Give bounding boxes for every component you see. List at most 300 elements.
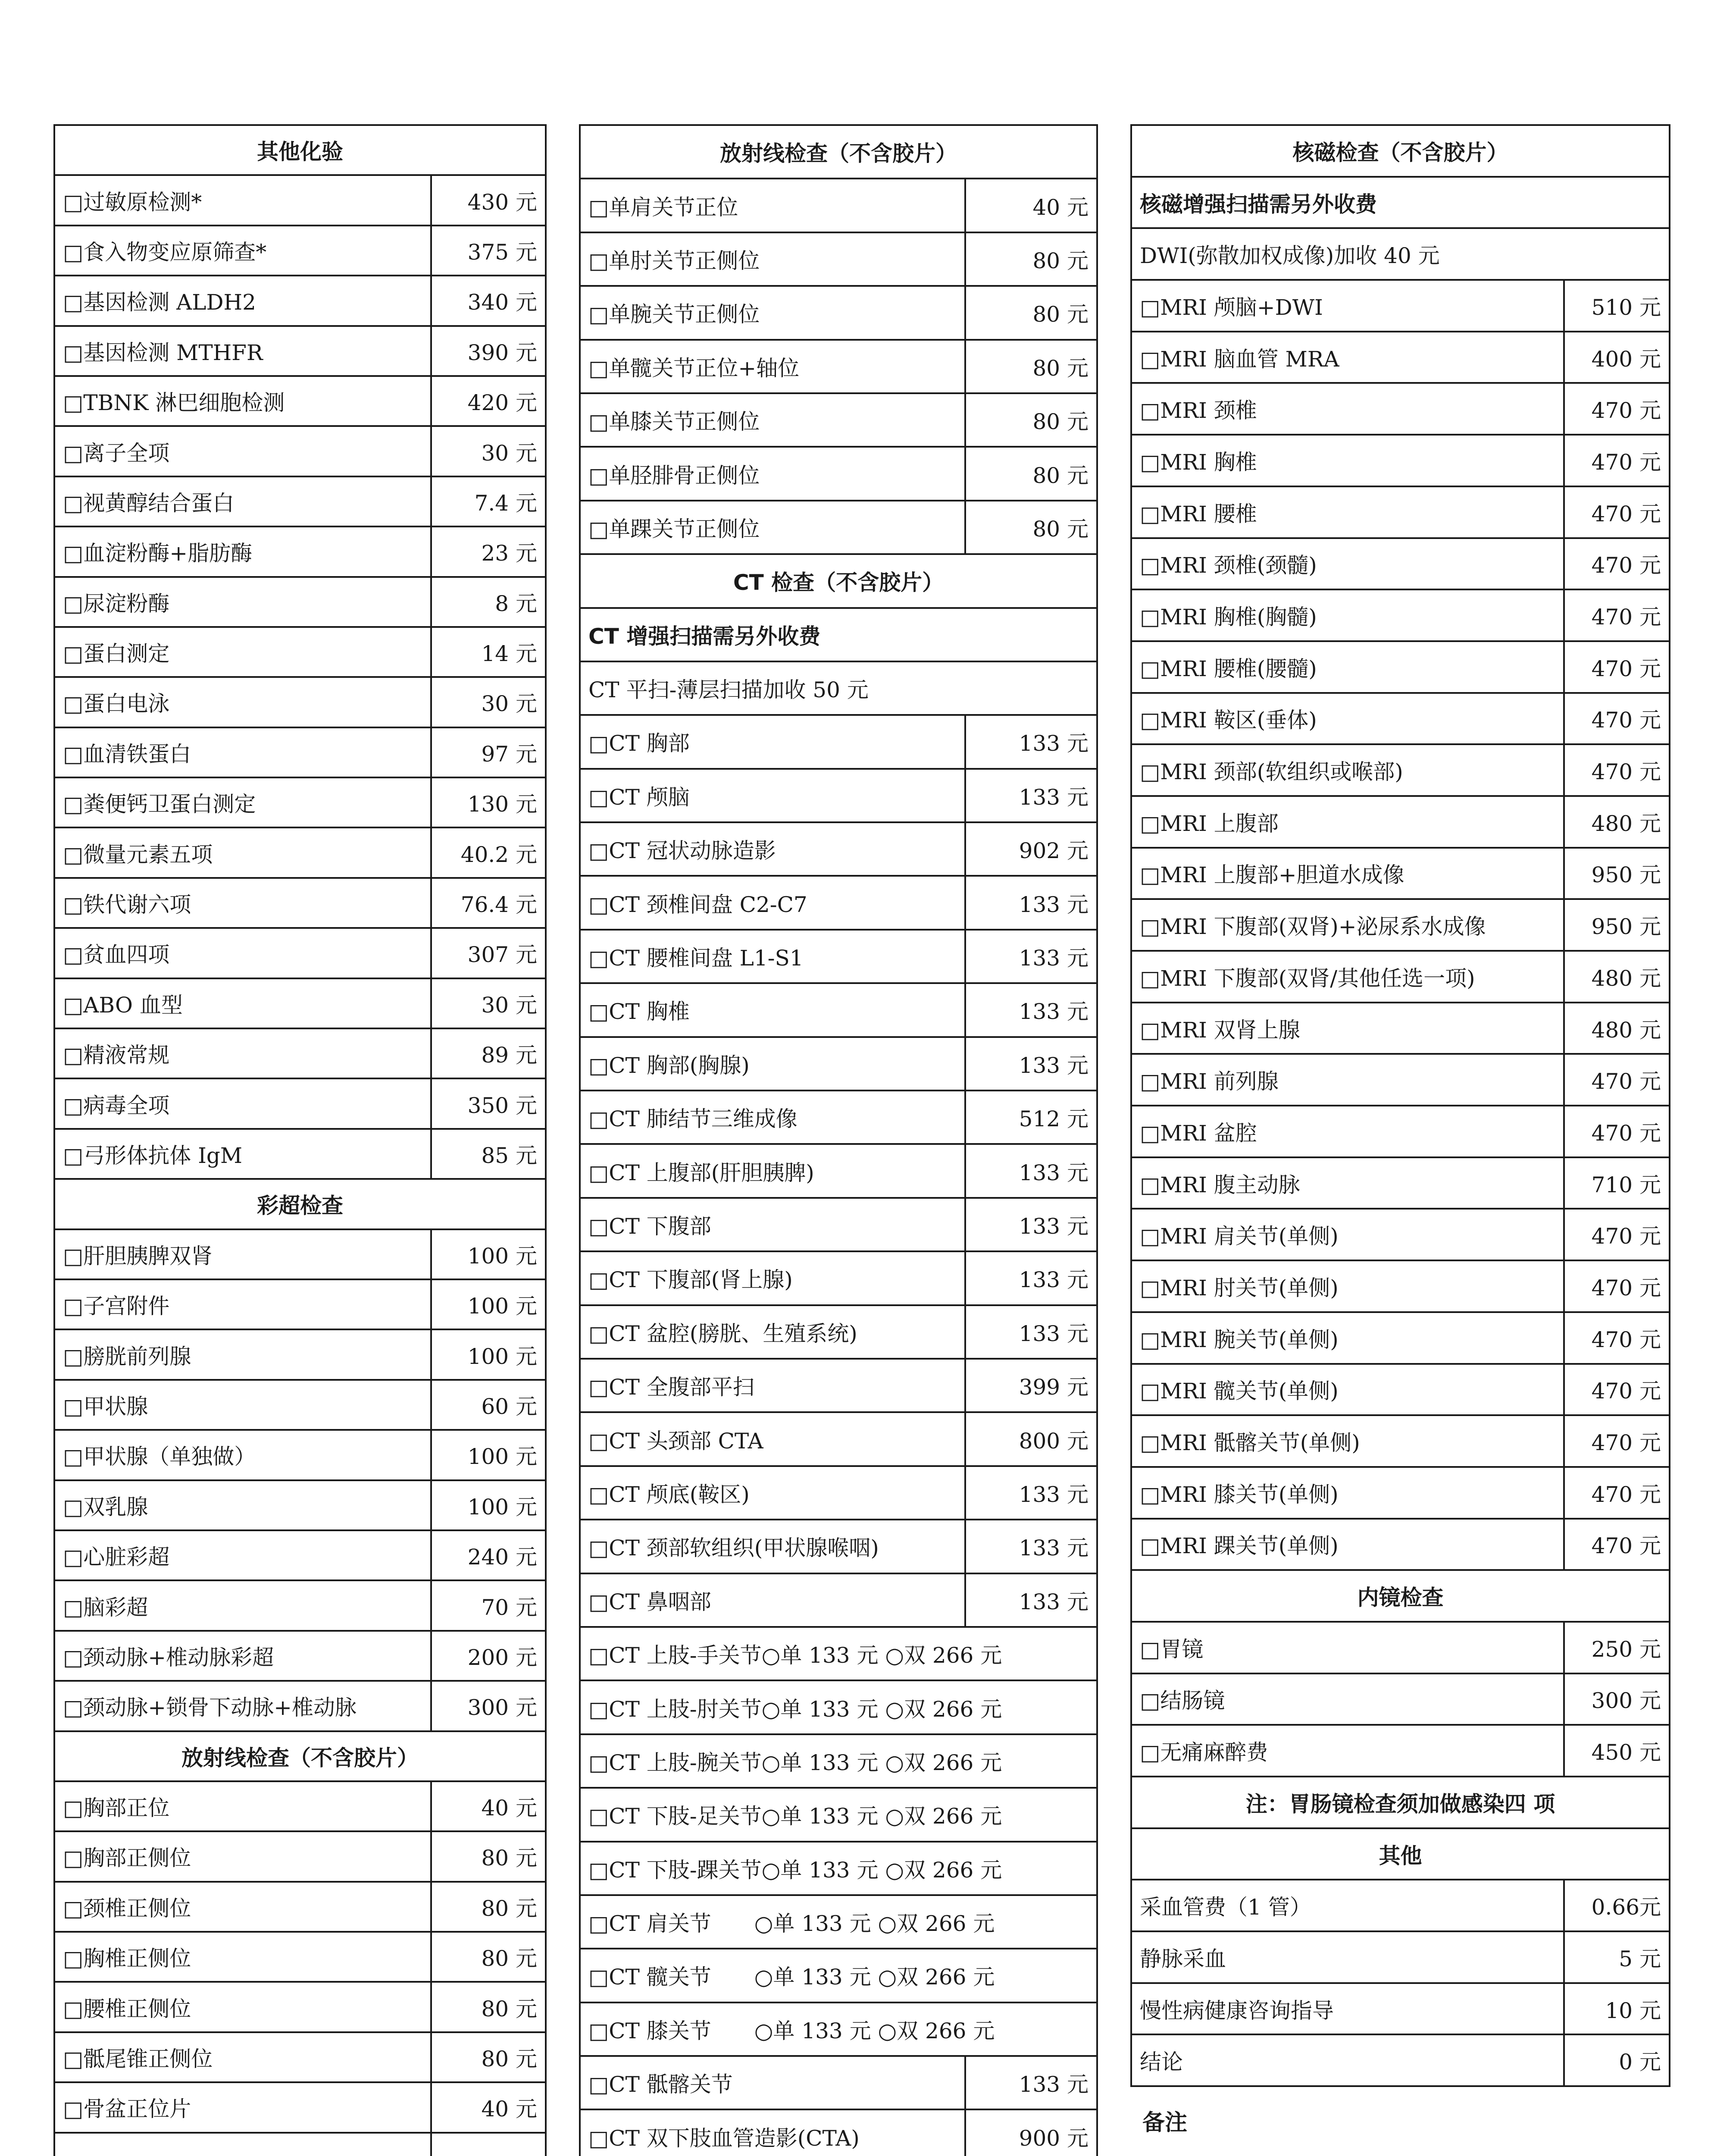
item-label: □MRI 腹主动脉 [1131,1157,1564,1209]
price-row [580,393,1097,447]
remarks-section [1142,2098,1677,2156]
item-price: 80 元 [431,1831,546,1881]
item-price: 450 元 [1564,1725,1670,1777]
item-price: 80 元 [965,340,1097,393]
section-note-row [1131,228,1670,280]
item-label: □CT 颅脑 [580,769,965,822]
item-price: 80 元 [965,447,1097,500]
price-row [54,1329,546,1379]
option-label: □CT 上肢-手关节○单 133 元 ○双 266 元 [580,1627,1097,1680]
price-row [54,1078,546,1128]
price-row [54,526,546,577]
price-row [54,476,546,526]
price-row [1131,951,1670,1003]
item-label: □CT 肺结节三维成像 [580,1091,965,1144]
price-row [1131,1622,1670,1673]
section-note: 核磁增强扫描需另外收费 [1131,177,1670,229]
price-row [1131,1157,1670,1209]
item-label: □弓形体抗体 IgM [54,1129,431,1179]
section-header-row [1131,125,1670,177]
price-row [54,326,546,376]
item-price: 80 元 [431,1932,546,1982]
item-price: 133 元 [965,715,1097,768]
item-price: 97 元 [431,727,546,777]
item-price: 10 元 [1564,1983,1670,2035]
price-row [580,1144,1097,1197]
price-row [580,340,1097,393]
price-row [1131,1364,1670,1416]
item-price: 950 元 [1564,848,1670,899]
price-row [54,1882,546,1932]
price-row [1131,486,1670,538]
section-note-row [580,608,1097,661]
item-price: 8 元 [431,577,546,627]
item-price: 400 元 [1564,332,1670,383]
price-row [54,175,546,225]
option-label: □CT 上肢-腕关节○单 133 元 ○双 266 元 [580,1734,1097,1788]
item-price: 0 元 [1564,2034,1670,2086]
item-label: □MRI 胸椎(胸髓) [1131,589,1564,641]
item-label: □CT 骶髂关节 [580,2056,965,2109]
section-title: 注：胃肠镜检查须加做感染四 项 [1131,1777,1670,1828]
price-row [54,1279,546,1329]
remarks-line-1 [1142,2148,1677,2156]
price-row [1131,589,1670,641]
item-price: 80 元 [431,1982,546,2032]
item-label: □MRI 踝关节(单侧) [1131,1519,1564,1570]
item-price: 30 元 [431,978,546,1028]
item-label: □心脏彩超 [54,1530,431,1580]
item-label: □铁代谢六项 [54,878,431,928]
item-label: □基因检测 ALDH2 [54,276,431,326]
option-row [580,1949,1097,2002]
item-label: □CT 颅底(鞍区) [580,1466,965,1520]
item-label: □MRI 脑血管 MRA [1131,332,1564,383]
item-label: □MRI 上腹部+胆道水成像 [1131,848,1564,899]
option-row [580,1895,1097,1949]
item-label: □CT 盆腔(膀胱、生殖系统) [580,1305,965,1359]
item-price: 800 元 [965,1412,1097,1466]
item-label: □CT 全腹部平扫 [580,1359,965,1412]
item-label: □离子全项 [54,426,431,476]
item-price: 390 元 [431,326,546,376]
item-price: 470 元 [1564,538,1670,590]
item-price: 133 元 [965,2056,1097,2109]
item-label: □CT 颈部软组织(甲状腺喉咽) [580,1520,965,1573]
item-price: 133 元 [965,1466,1097,1520]
remarks-title: 备注 [1142,2110,1188,2136]
section-title: 放射线检查（不含胶片） [54,1731,546,1781]
other-lab-tests-table [53,124,547,2156]
item-price: 23 元 [431,526,546,577]
section-header-row [580,125,1097,179]
section-header-row [54,1179,546,1229]
item-price: 470 元 [1564,641,1670,693]
item-label: □CT 冠状动脉造影 [580,822,965,876]
price-row [54,226,546,276]
item-label: □MRI 下腹部(双肾/其他任选一项) [1131,951,1564,1003]
section-header-row [54,125,546,175]
price-row [580,2056,1097,2109]
item-price: 133 元 [965,769,1097,822]
item-label: □MRI 肘关节(单侧) [1131,1260,1564,1312]
item-price: 470 元 [1564,1312,1670,1364]
price-row [54,1982,546,2032]
price-row [1131,1467,1670,1519]
price-row [54,2133,546,2156]
price-row [1131,538,1670,590]
item-price: 420 元 [431,376,546,426]
item-price: 470 元 [1564,486,1670,538]
item-label: 静脉采血 [1131,1931,1564,1983]
price-row [54,928,546,978]
item-label: □腰椎正侧位 [54,1982,431,2032]
item-label: □贫血四项 [54,928,431,978]
item-price: 399 元 [965,1359,1097,1412]
item-label: □MRI 下腹部(双肾)+泌尿系水成像 [1131,899,1564,951]
item-label: □甲状腺（单独做） [54,1430,431,1480]
price-row [1131,383,1670,435]
item-price: 300 元 [1564,1673,1670,1725]
item-label: □脑彩超 [54,1580,431,1630]
item-label: □CT 胸椎 [580,983,965,1037]
item-price: 130 元 [431,777,546,827]
option-label: □CT 上肢-肘关节○单 133 元 ○双 266 元 [580,1680,1097,1734]
item-label: □MRI 颈椎 [1131,383,1564,435]
price-row [580,286,1097,339]
item-label: □病毒全项 [54,1078,431,1128]
item-price: 100 元 [431,1229,546,1279]
item-price: 470 元 [1564,744,1670,796]
price-row [1131,1880,1670,1931]
item-label: □血淀粉酶+脂肪酶 [54,526,431,577]
price-row [1131,435,1670,486]
price-row [580,715,1097,768]
price-row [580,769,1097,822]
price-row [580,1037,1097,1091]
option-label: □CT 膝关节 ○单 133 元 ○双 266 元 [580,2002,1097,2056]
price-row [1131,1209,1670,1260]
section-title: 内镜检查 [1131,1570,1670,1622]
price-row [54,1380,546,1430]
price-row [580,1412,1097,1466]
item-label: □MRI 前列腺 [1131,1054,1564,1106]
price-row [580,1520,1097,1573]
option-row [580,2002,1097,2056]
section-title: 其他 [1131,1828,1670,1880]
price-row [54,376,546,426]
item-price: 133 元 [965,1573,1097,1627]
section-header-row [1131,1828,1670,1880]
section-note-row [1131,177,1670,229]
option-row [580,1734,1097,1788]
item-label: □蛋白电泳 [54,677,431,727]
item-label: □粪便钙卫蛋白测定 [54,777,431,827]
item-price: 375 元 [431,226,546,276]
item-label [54,2133,431,2156]
price-row [580,1091,1097,1144]
price-row [1131,1983,1670,2035]
item-price: 133 元 [965,1037,1097,1091]
item-price: 470 元 [1564,1364,1670,1416]
item-label: □CT 胸部(胸腺) [580,1037,965,1091]
item-price: 7.4 元 [431,476,546,526]
price-row [580,2109,1097,2156]
item-label: □单髋关节正位+轴位 [580,340,965,393]
price-row [54,1129,546,1179]
price-row [54,1480,546,1530]
price-row [1131,744,1670,796]
price-row [1131,899,1670,951]
price-row [1131,1106,1670,1157]
item-label: □骨盆正位片 [54,2082,431,2132]
item-price: 350 元 [431,1078,546,1128]
price-row [54,1430,546,1480]
item-price: 470 元 [1564,1260,1670,1312]
price-row [1131,1673,1670,1725]
item-label: □单胫腓骨正侧位 [580,447,965,500]
price-row [1131,1519,1670,1570]
item-price: 470 元 [1564,1415,1670,1467]
item-price: 89 元 [431,1028,546,1078]
item-price: 470 元 [1564,435,1670,486]
price-row [54,677,546,727]
price-row [54,577,546,627]
item-label: □血清铁蛋白 [54,727,431,777]
item-label: □CT 下腹部(肾上腺) [580,1251,965,1305]
option-label: □CT 下肢-踝关节○单 133 元 ○双 266 元 [580,1842,1097,1895]
item-price: 307 元 [431,928,546,978]
item-label: □胸椎正侧位 [54,1932,431,1982]
item-price: 470 元 [1564,1209,1670,1260]
option-row [580,1788,1097,1841]
item-price: 470 元 [1564,1467,1670,1519]
price-row [580,447,1097,500]
option-row [580,1680,1097,1734]
item-label: □精液常规 [54,1028,431,1078]
section-note: CT 平扫-薄层扫描加收 50 元 [580,661,1097,715]
item-label: □CT 腰椎间盘 L1-S1 [580,930,965,983]
option-label: □CT 肩关节 ○单 133 元 ○双 266 元 [580,1895,1097,1949]
option-label: □CT 髋关节 ○单 133 元 ○双 266 元 [580,1949,1097,2002]
item-price: 133 元 [965,876,1097,929]
price-row [580,1466,1097,1520]
price-row [1131,280,1670,332]
item-label: □无痛麻醉费 [1131,1725,1564,1777]
price-row [54,1932,546,1982]
item-label: □MRI 颅脑+DWI [1131,280,1564,332]
item-price: 80 元 [965,232,1097,286]
price-row [54,1781,546,1831]
price-row [1131,848,1670,899]
item-label: □胸部正侧位 [54,1831,431,1881]
item-price: 340 元 [431,276,546,326]
item-price: 100 元 [431,1329,546,1379]
item-price: 76.4 元 [431,878,546,928]
item-price: 40 元 [965,179,1097,232]
item-price: 470 元 [1564,1519,1670,1570]
item-label: □MRI 腰椎(腰髓) [1131,641,1564,693]
item-price: 133 元 [965,1305,1097,1359]
price-row [1131,1003,1670,1054]
item-price: 470 元 [1564,1054,1670,1106]
option-row [580,1842,1097,1895]
item-price: 80 元 [431,2032,546,2082]
item-label: □CT 双下肢血管造影(CTA) [580,2109,965,2156]
item-price: 133 元 [965,1251,1097,1305]
price-row [1131,641,1670,693]
item-label: □MRI 肩关节(单侧) [1131,1209,1564,1260]
item-price: 100 元 [431,1480,546,1530]
item-price: 300 元 [431,1681,546,1731]
price-row [54,1229,546,1279]
item-price: 80 元 [965,393,1097,447]
item-price: 470 元 [1564,383,1670,435]
item-price: 133 元 [965,1198,1097,1251]
item-label: □TBNK 淋巴细胞检测 [54,376,431,426]
item-price: 240 元 [431,1530,546,1580]
item-label: □MRI 骶髂关节(单侧) [1131,1415,1564,1467]
item-price: 470 元 [1564,693,1670,745]
radiology-ct-table [579,124,1098,2156]
item-price: 133 元 [965,930,1097,983]
item-price: 470 元 [1564,1106,1670,1157]
item-label: □MRI 胸椎 [1131,435,1564,486]
price-row [54,878,546,928]
item-price: 950 元 [1564,899,1670,951]
price-row [54,1028,546,1078]
item-label: □肝胆胰脾双肾 [54,1229,431,1279]
item-label: □MRI 鞍区(垂体) [1131,693,1564,745]
section-note-row [580,661,1097,715]
item-label: □结肠镜 [1131,1673,1564,1725]
item-label: □颈椎正侧位 [54,1882,431,1932]
section-header-row [580,554,1097,608]
price-row [580,983,1097,1037]
price-row [1131,1260,1670,1312]
item-price: 250 元 [1564,1622,1670,1673]
section-title: 其他化验 [54,125,546,175]
item-label: □MRI 颈椎(颈髓) [1131,538,1564,590]
section-header-row [54,1731,546,1781]
item-label: □单腕关节正侧位 [580,286,965,339]
price-row [54,727,546,777]
item-price: 900 元 [965,2109,1097,2156]
section-title: CT 检查（不含胶片） [580,554,1097,608]
item-label: □甲状腺 [54,1380,431,1430]
item-label: 慢性病健康咨询指导 [1131,1983,1564,2035]
item-label: □MRI 双肾上腺 [1131,1003,1564,1054]
item-label: 结论 [1131,2034,1564,2086]
item-price: 80 元 [965,501,1097,554]
price-row [54,2032,546,2082]
price-row [580,1573,1097,1627]
item-label: □ABO 血型 [54,978,431,1028]
item-price [431,2133,546,2156]
item-price: 430 元 [431,175,546,225]
item-label: □视黄醇结合蛋白 [54,476,431,526]
item-price: 133 元 [965,983,1097,1037]
item-label: □MRI 膝关节(单侧) [1131,1467,1564,1519]
option-row [580,1627,1097,1680]
item-label: □基因检测 MTHFR [54,326,431,376]
item-price: 133 元 [965,1144,1097,1197]
item-label: □CT 头颈部 CTA [580,1412,965,1466]
price-row [1131,1725,1670,1777]
price-row [1131,332,1670,383]
item-label: □CT 下腹部 [580,1198,965,1251]
item-price: 80 元 [431,1882,546,1932]
item-price: 40.2 元 [431,827,546,877]
price-row [1131,1931,1670,1983]
price-row [54,426,546,476]
item-label: □骶尾锥正侧位 [54,2032,431,2082]
item-label: □MRI 颈部(软组织或喉部) [1131,744,1564,796]
item-price: 200 元 [431,1631,546,1681]
item-label: □单膝关节正侧位 [580,393,965,447]
section-note: DWI(弥散加权成像)加收 40 元 [1131,228,1670,280]
price-row [54,1831,546,1881]
price-row [1131,796,1670,848]
item-price: 40 元 [431,1781,546,1831]
price-row [54,978,546,1028]
section-note: CT 增强扫描需另外收费 [580,608,1097,661]
option-label: □CT 下肢-足关节○单 133 元 ○双 266 元 [580,1788,1097,1841]
price-row [580,179,1097,232]
item-label: □颈动脉+锁骨下动脉+椎动脉 [54,1681,431,1731]
price-row [54,827,546,877]
item-label: □CT 上腹部(肝胆胰脾) [580,1144,965,1197]
price-row [580,1198,1097,1251]
item-price: 480 元 [1564,796,1670,848]
price-row [580,822,1097,876]
item-label: □胸部正位 [54,1781,431,1831]
price-row [54,1530,546,1580]
price-row [1131,693,1670,745]
price-row [54,777,546,827]
price-row [54,276,546,326]
section-title: 放射线检查（不含胶片） [580,125,1097,179]
item-label: □CT 鼻咽部 [580,1573,965,1627]
item-label: □过敏原检测* [54,175,431,225]
price-row [580,1305,1097,1359]
item-price: 40 元 [431,2082,546,2132]
item-label: □尿淀粉酶 [54,577,431,627]
item-label: □胃镜 [1131,1622,1564,1673]
item-label: □微量元素五项 [54,827,431,877]
item-label: □MRI 髋关节(单侧) [1131,1364,1564,1416]
item-price: 512 元 [965,1091,1097,1144]
price-row [54,1631,546,1681]
item-label: □单踝关节正侧位 [580,501,965,554]
item-price: 133 元 [965,1520,1097,1573]
item-label: □CT 颈椎间盘 C2-C7 [580,876,965,929]
item-price: 0.66元 [1564,1880,1670,1931]
price-row [54,627,546,677]
item-label: □MRI 腕关节(单侧) [1131,1312,1564,1364]
item-price: 14 元 [431,627,546,677]
item-label: □膀胱前列腺 [54,1329,431,1379]
section-header-row [1131,1570,1670,1622]
item-price: 85 元 [431,1129,546,1179]
price-row [1131,2034,1670,2086]
section-header-row [1131,1777,1670,1828]
item-price: 100 元 [431,1279,546,1329]
price-row [1131,1415,1670,1467]
price-row [580,1251,1097,1305]
mri-endoscopy-table [1130,124,1670,2087]
item-price: 510 元 [1564,280,1670,332]
